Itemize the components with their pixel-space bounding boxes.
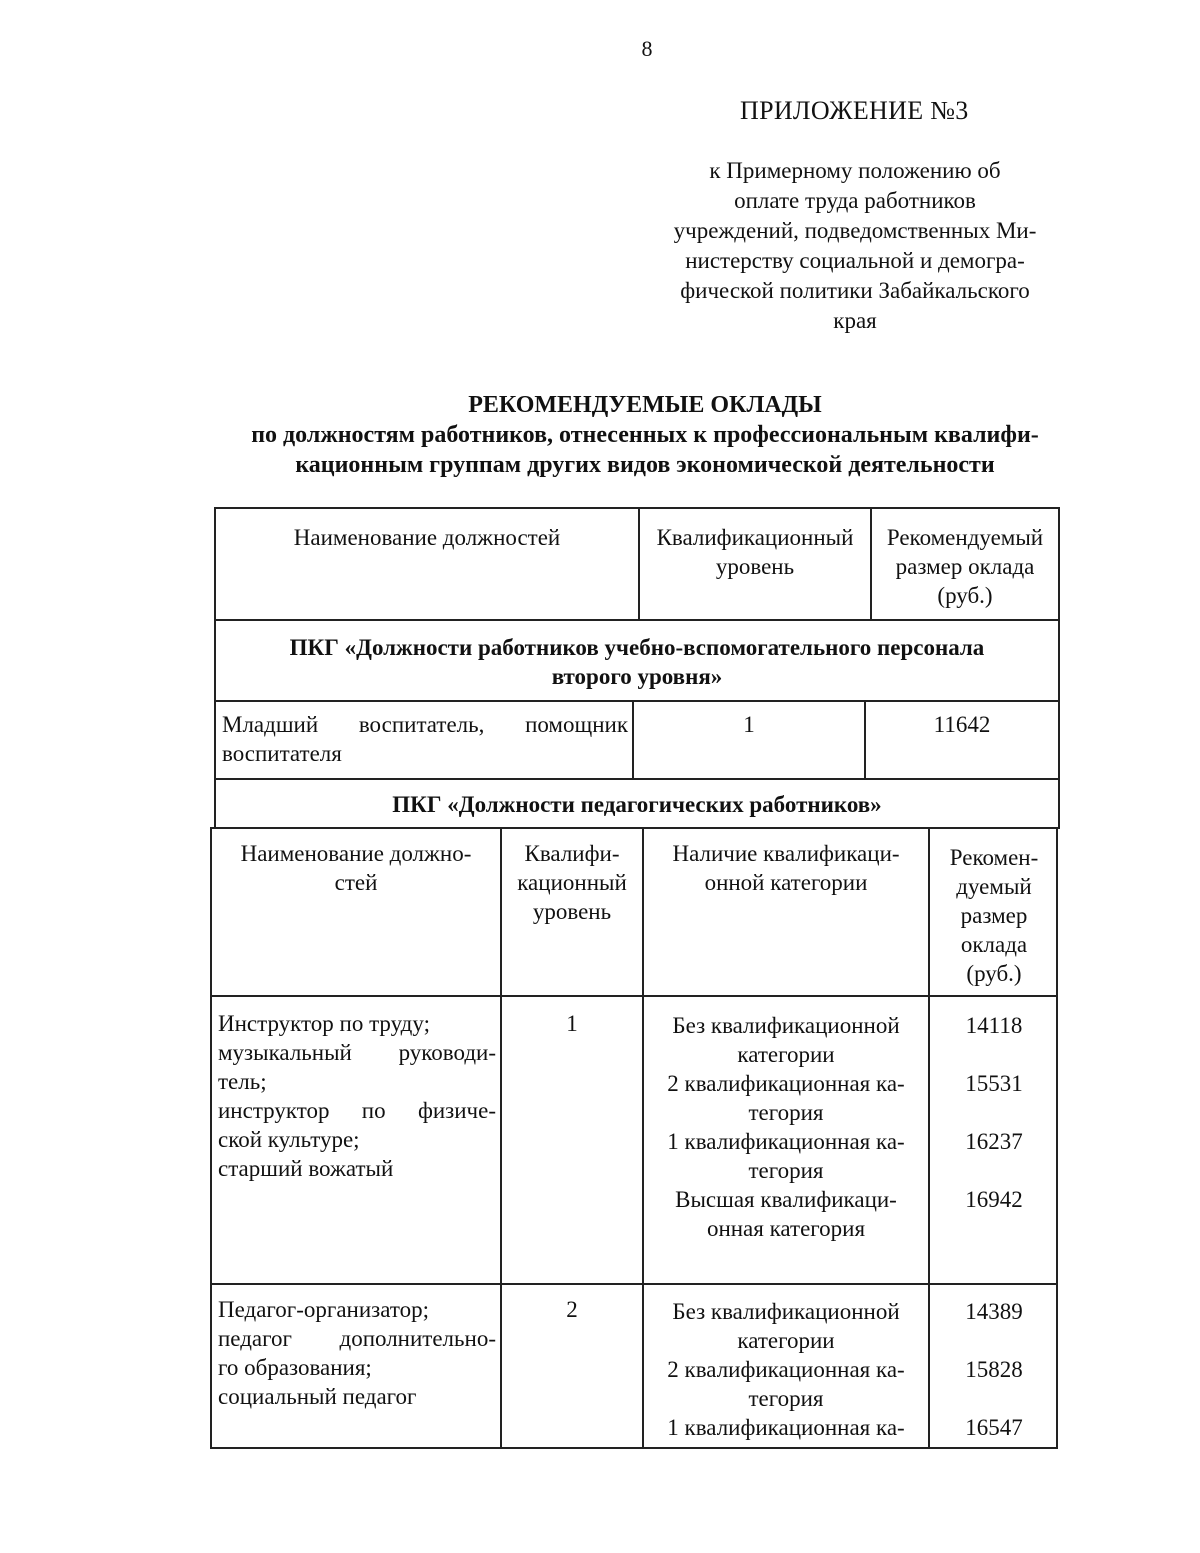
header-qualification-category [644, 839, 928, 897]
position-line: социальный педагог [218, 1384, 417, 1409]
page-number: 8 [641, 36, 653, 61]
header-salary-line: оклада [960, 932, 1028, 957]
salary-table-teaching [210, 827, 1058, 1449]
header-position-line: стей [334, 870, 378, 895]
appendix-subtitle [640, 156, 1070, 336]
header-salary-line: дуемый [956, 874, 1032, 899]
table-row-salary: 11642 [933, 712, 991, 737]
header-level-line: Квалификационный [656, 525, 854, 550]
document-title-line: по должностям работников, отнесенных к профессиональным квалифи- [251, 422, 1039, 448]
group-title-line: второго уровня» [551, 664, 723, 689]
group-title-teaching-staff: ПКГ «Должности педагогических работников» [392, 792, 882, 817]
position-line: Педагог-организатор; [218, 1297, 429, 1322]
header-level-line: Квалифи- [524, 841, 620, 866]
appendix-subtitle-line: края [833, 308, 877, 333]
appendix-title: ПРИЛОЖЕНИЕ №3 [740, 96, 969, 125]
salary-values [930, 1011, 1058, 1243]
category-line: Без квалификационной [672, 1299, 900, 1324]
header-category-line: онной категории [704, 870, 868, 895]
header-position-name: Наименование должностей [293, 525, 561, 550]
table-row-level: 1 [743, 712, 755, 737]
qualification-categories [644, 1011, 928, 1243]
header-salary-line: размер [960, 903, 1028, 928]
appendix-subtitle-line: к Примерному положению об [709, 158, 1001, 183]
header-recommended-salary [872, 523, 1058, 610]
document-title-line: кационным группам других видов экономической деятельности [295, 452, 995, 478]
category-line: Без квалификационной [672, 1013, 900, 1038]
category-line: тегория [748, 1158, 824, 1183]
header-salary-line: Рекомен- [949, 845, 1039, 870]
position-line: старший вожатый [218, 1156, 394, 1181]
salary-value: 16237 [965, 1129, 1023, 1154]
category-line: 2 квалификационная ка- [667, 1357, 905, 1382]
category-line: категории [737, 1328, 835, 1353]
category-line: тегория [748, 1386, 824, 1411]
position-line: Младший воспитатель, помощник [222, 712, 628, 737]
appendix-subtitle-line: нистерству социальной и демогра- [685, 248, 1025, 273]
position-line: инструктор по физиче- [218, 1098, 496, 1123]
table-row-level: 2 [566, 1297, 578, 1322]
qualification-categories [644, 1297, 928, 1442]
position-line: Инструктор по труду; [218, 1011, 430, 1036]
table-row-level: 1 [566, 1011, 578, 1036]
category-line: онная категория [706, 1216, 866, 1241]
header-position-line: Наименование должно- [240, 841, 472, 866]
header-salary-line: (руб.) [966, 961, 1022, 986]
salary-value: 14118 [965, 1013, 1023, 1038]
salary-value: 15531 [965, 1071, 1023, 1096]
header-salary-line: (руб.) [937, 583, 993, 608]
position-line: тель; [218, 1069, 267, 1094]
position-line: ской культуре; [218, 1127, 360, 1152]
table-row-position [218, 1295, 496, 1411]
header-qualification-level [640, 523, 870, 581]
header-salary-line: размер оклада [895, 554, 1035, 579]
table-row-position [222, 710, 628, 768]
salary-value: 15828 [965, 1357, 1023, 1382]
salary-table-upper [214, 507, 1060, 829]
appendix-subtitle-line: учреждений, подведомственных Ми- [673, 218, 1037, 243]
header-recommended-salary [930, 843, 1058, 988]
position-line: педагог дополнительно- [218, 1326, 496, 1351]
salary-values [930, 1297, 1058, 1471]
salary-value: 16547 [965, 1415, 1023, 1440]
header-position-name [212, 839, 500, 897]
salary-value: 16942 [965, 1187, 1023, 1212]
category-line: 1 квалификационная ка- [667, 1415, 905, 1440]
category-line: 2 квалификационная ка- [667, 1071, 905, 1096]
group-title-line: ПКГ «Должности работников учебно-вспомогательного персонала [289, 635, 985, 660]
header-salary-line: Рекомендуемый [886, 525, 1044, 550]
category-line: 1 квалификационная ка- [667, 1129, 905, 1154]
category-line: категории [737, 1042, 835, 1067]
position-line: воспитателя [222, 741, 342, 766]
document-title-main: РЕКОМЕНДУЕМЫЕ ОКЛАДЫ [468, 392, 822, 418]
group-title-support-staff [216, 633, 1058, 691]
header-level-line: кационный [517, 870, 627, 895]
header-category-line: Наличие квалификаци- [672, 841, 900, 866]
table-row-position [218, 1009, 496, 1183]
category-line: Высшая квалификаци- [675, 1187, 897, 1212]
position-line: го образования; [218, 1355, 372, 1380]
salary-value: 14389 [965, 1299, 1023, 1324]
header-qualification-level [502, 839, 642, 926]
appendix-subtitle-line: фической политики Забайкальского [680, 278, 1030, 303]
appendix-subtitle-line: оплате труда работников [734, 188, 976, 213]
position-line: музыкальный руководи- [218, 1040, 496, 1065]
header-level-line: уровень [715, 554, 795, 579]
document-title [180, 390, 1110, 480]
header-level-line: уровень [532, 899, 612, 924]
category-line: тегория [748, 1100, 824, 1125]
